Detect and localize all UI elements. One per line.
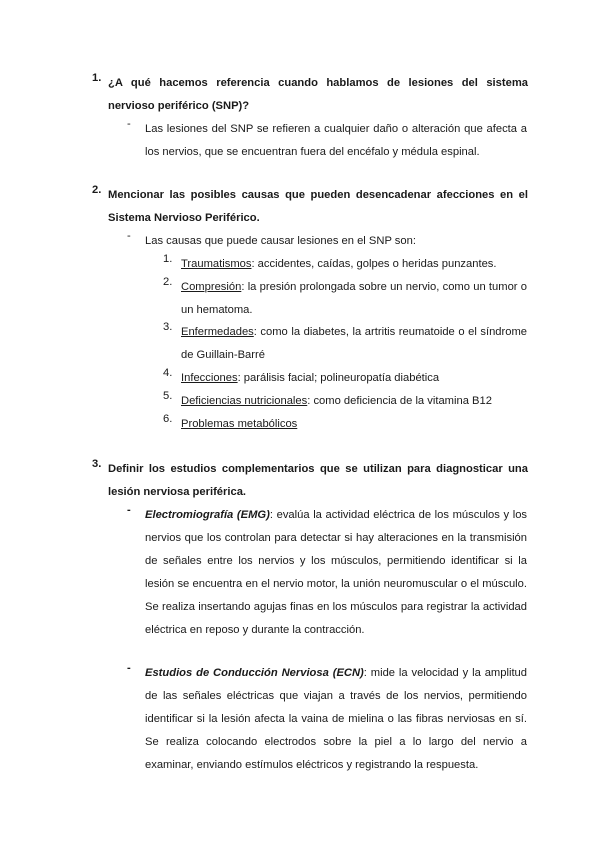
bullet-dash: - [127, 118, 131, 130]
study-item [127, 504, 527, 642]
cause-desc: : accidentes, caídas, golpes o heridas punzantes. [251, 258, 497, 270]
cause-desc: : como deficiencia de la vitamina B12 [307, 395, 492, 407]
question-text: ¿A qué hacemos referencia cuando hablamos de lesiones del sistema nervioso periférico (SNP)? [108, 77, 528, 112]
study-name: Estudios de Conducción Nerviosa (ECN) [145, 667, 364, 679]
cause-number: 6. [163, 413, 173, 425]
cause-item [163, 367, 527, 390]
cause-term: Infecciones [181, 372, 238, 384]
study-item [127, 662, 527, 777]
cause-item [163, 321, 527, 367]
cause-item [163, 413, 527, 436]
answer-text: Las lesiones del SNP se refieren a cualquier daño o alteración que afecta a los nervios, que se encuentran fuera del encéfalo y médula espinal. [145, 123, 527, 158]
question-number: 3. [92, 458, 102, 470]
cause-term: Enfermedades [181, 326, 254, 338]
question-text: Definir los estudios complementarios que se utilizan para diagnosticar una lesión nerviosa periférica. [108, 463, 528, 498]
study-desc: : evalúa la actividad eléctrica de los músculos y los nervios que los controlan para detectar si hay alteraciones en la transmisión de señales entre los nervios y los músculos, permitiendo identificar si la lesión se encuentra en el nervio motor, la unión neuromuscular o el músculo. Se realiza insertando agujas finas en los músculos para registrar la actividad eléctrica en reposo y durante la contracción. [145, 509, 528, 636]
question-2 [92, 184, 528, 230]
cause-number: 2. [163, 276, 173, 288]
bullet-dash: - [127, 230, 131, 242]
cause-item [163, 390, 527, 413]
cause-term: Compresión [181, 281, 242, 293]
question-3 [92, 458, 528, 504]
cause-desc: : la presión prolongada sobre un nervio, como un tumor o un hematoma. [181, 281, 527, 316]
cause-desc: : como la diabetes, la artritis reumatoide o el síndrome de Guillain-Barré [181, 326, 527, 361]
cause-number: 5. [163, 390, 173, 402]
question-number: 2. [92, 184, 102, 196]
cause-number: 3. [163, 321, 173, 333]
question-number: 1. [92, 72, 102, 84]
cause-item [163, 276, 527, 322]
cause-number: 1. [163, 253, 173, 265]
cause-term: Traumatismos [181, 258, 252, 270]
bullet-dash: - [127, 504, 131, 516]
cause-desc: : parálisis facial; polineuropatía diabética [237, 372, 440, 384]
question-text: Mencionar las posibles causas que pueden desencadenar afecciones en el Sistema Nervioso Periférico. [108, 189, 528, 224]
answer-text: Las causas que puede causar lesiones en el SNP son: [145, 235, 416, 247]
bullet-dash: - [127, 662, 131, 674]
answer-bullet [127, 118, 527, 164]
question-1 [92, 72, 528, 118]
study-desc: : mide la velocidad y la amplitud de las señales eléctricas que viajan a través de los nervios, permitiendo identificar si la lesión afecta la vaina de mielina o las fibras nerviosas en sí. Se realiza colocando electrodos sobre la piel a lo largo del nervio a examinar, enviando estímulos eléctricos y registrando la respuesta. [145, 667, 527, 771]
answer-bullet [127, 230, 527, 253]
cause-number: 4. [163, 367, 173, 379]
study-name: Electromiografía (EMG) [145, 509, 270, 521]
cause-term: Deficiencias nutricionales [181, 395, 308, 407]
cause-item [163, 253, 527, 276]
cause-term: Problemas metabólicos [181, 418, 298, 430]
